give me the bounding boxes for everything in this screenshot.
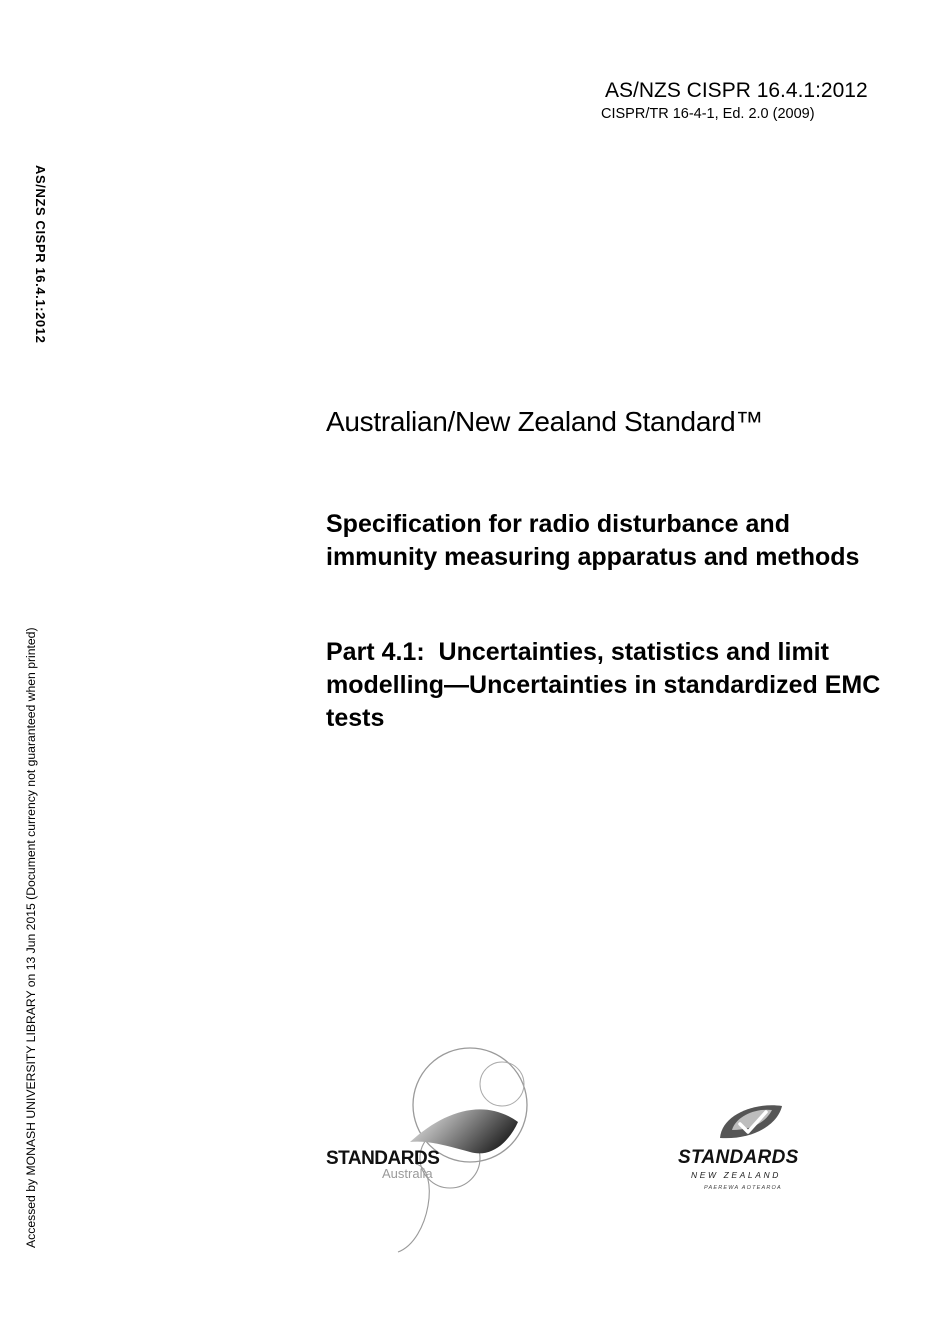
- standards-nz-maori-subtext: PAEREWA AOTEAROA: [704, 1185, 782, 1191]
- standard-type-heading: Australian/New Zealand Standard™: [326, 406, 764, 437]
- standards-australia-wordmark: STANDARDS: [326, 1148, 440, 1169]
- part-title: Part 4.1: Uncertainties, statistics and limit modelling—Uncertainties in standardized EMC tests: [326, 638, 888, 732]
- cispr-reference: CISPR/TR 16-4-1, Ed. 2.0 (2009): [601, 106, 815, 122]
- standards-australia-subtext: Australia: [382, 1166, 433, 1181]
- document-number: AS/NZS CISPR 16.4.1:2012: [605, 79, 868, 102]
- document-title: Specification for radio disturbance and immunity measuring apparatus and methods: [326, 510, 860, 571]
- standards-australia-logo: [320, 1040, 560, 1260]
- spine-document-number: AS/NZS CISPR 16.4.1:2012: [33, 165, 48, 344]
- standards-nz-subtext: NEW ZEALAND: [691, 1170, 781, 1180]
- access-notice: Accessed by MONASH UNIVERSITY LIBRARY on 13 Jun 2015 (Document currency not guaranteed when printed): [24, 627, 38, 1248]
- standards-nz-wordmark: STANDARDS: [678, 1147, 799, 1168]
- standards-new-zealand-logo: [670, 1100, 840, 1195]
